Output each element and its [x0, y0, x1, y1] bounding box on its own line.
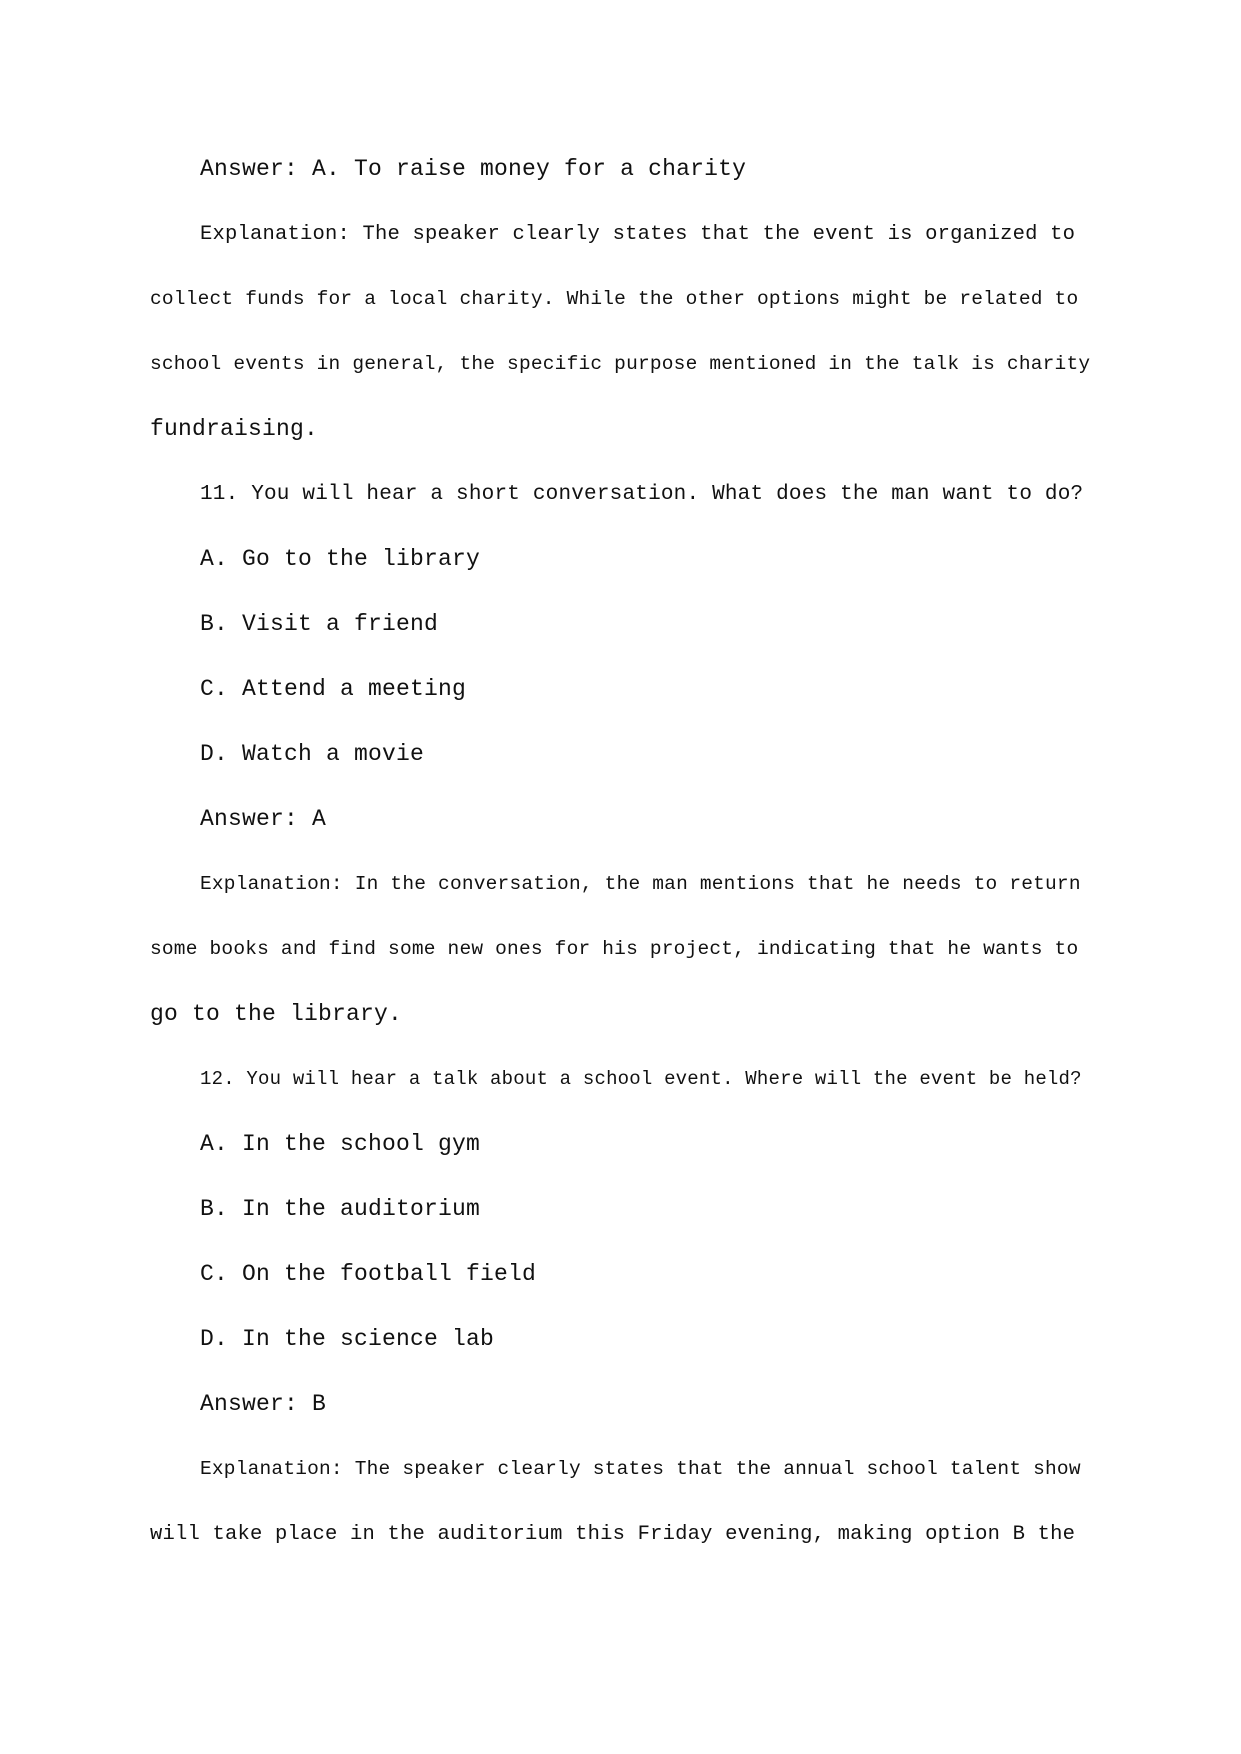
option-line: C. On the football field: [200, 1261, 537, 1287]
explanation-line: will take place in the auditorium this Friday evening, making option B the: [150, 1523, 1076, 1546]
answer-line: Answer: A: [200, 806, 327, 832]
option-line: A. In the school gym: [200, 1131, 481, 1157]
explanation-line: Explanation: In the conversation, the man mentions that he needs to return: [200, 873, 1081, 895]
option-line: D. In the science lab: [200, 1326, 495, 1352]
option-line: B. Visit a friend: [200, 611, 439, 637]
option-line: D. Watch a movie: [200, 741, 425, 767]
explanation-line: some books and find some new ones for his project, indicating that he wants to: [150, 938, 1079, 960]
explanation-line: go to the library.: [150, 1001, 403, 1027]
explanation-line: fundraising.: [150, 416, 319, 442]
question-line: 12. You will hear a talk about a school event. Where will the event be held?: [200, 1068, 1082, 1090]
option-line: B. In the auditorium: [200, 1196, 481, 1222]
answer-line: Answer: B: [200, 1391, 327, 1417]
explanation-line: collect funds for a local charity. While the other options might be related to: [150, 288, 1079, 310]
option-line: A. Go to the library: [200, 546, 481, 572]
answer-line: Answer: A. To raise money for a charity: [200, 156, 747, 182]
explanation-line: Explanation: The speaker clearly states that the event is organized to: [200, 223, 1076, 246]
option-line: C. Attend a meeting: [200, 676, 467, 702]
explanation-line: Explanation: The speaker clearly states that the annual school talent show: [200, 1458, 1081, 1480]
explanation-line: school events in general, the specific purpose mentioned in the talk is charity: [150, 353, 1091, 375]
question-line: 11. You will hear a short conversation. What does the man want to do?: [200, 483, 1084, 506]
document-body: [150, 137, 1094, 1567]
